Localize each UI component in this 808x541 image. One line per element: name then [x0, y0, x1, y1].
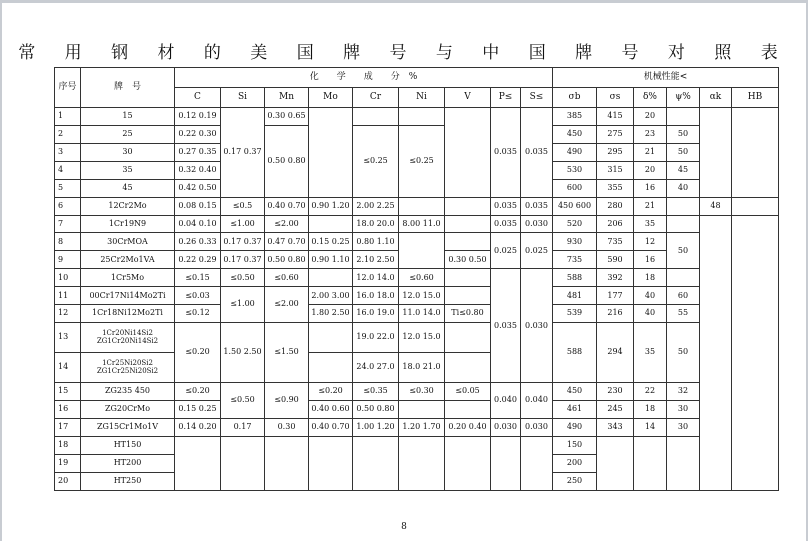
cell-sigma-s: 295	[597, 143, 634, 161]
cell-no: 20	[55, 472, 81, 490]
cell-sigma-b: 385	[553, 107, 597, 125]
cell-grade: 45	[81, 179, 175, 197]
cell-delta: 16	[634, 251, 667, 269]
cell-cr: 16.0 19.0	[353, 305, 399, 323]
cell-mn: ≤1.50	[265, 323, 309, 383]
cell-cr: 2.10 2.50	[353, 251, 399, 269]
cell-sigma-s: 177	[597, 287, 634, 305]
cell-v	[445, 323, 491, 353]
cell-mo	[309, 215, 353, 233]
header-si: Si	[221, 87, 265, 107]
cell-delta: 35	[634, 323, 667, 383]
cell-mn: ≤0.90	[265, 383, 309, 419]
cell-mn: 0.30 0.65	[265, 107, 309, 125]
cell-cr: 24.0 27.0	[353, 353, 399, 383]
cell-cr	[353, 107, 399, 125]
cell-mn: ≤0.60	[265, 269, 309, 287]
cell-sigma-s: 590	[597, 251, 634, 269]
cell-c: 0.26 0.33	[175, 233, 221, 251]
cell-cr	[353, 436, 399, 490]
table-row	[55, 125, 779, 143]
cell-grade: ZG20CrMo	[81, 401, 175, 419]
cell-v	[445, 436, 491, 490]
cell-v: Ti≤0.80	[445, 305, 491, 323]
cell-mn: ≤2.00	[265, 215, 309, 233]
cell-sigma-s: 216	[597, 305, 634, 323]
cell-v	[445, 269, 491, 287]
cell-mo: 0.90 1.10	[309, 251, 353, 269]
cell-psi	[667, 269, 700, 287]
cell-sigma-s: 206	[597, 215, 634, 233]
header-s: S≤	[521, 87, 553, 107]
cell-no: 3	[55, 143, 81, 161]
cell-delta	[634, 436, 667, 490]
cell-c: 0.15 0.25	[175, 401, 221, 419]
cell-delta: 22	[634, 383, 667, 401]
cell-delta: 16	[634, 179, 667, 197]
cell-p: 0.025	[491, 233, 521, 269]
cell-grade: 1Cr19N9	[81, 215, 175, 233]
cell-delta: 40	[634, 287, 667, 305]
cell-sigma-b: 450	[553, 125, 597, 143]
cell-delta: 20	[634, 107, 667, 125]
cell-psi: 50	[667, 233, 700, 269]
cell-psi: 30	[667, 418, 700, 436]
cell-c: 0.04 0.10	[175, 215, 221, 233]
cell-grade: 1Cr20Ni14Si2 ZG1Cr20Ni14Si2	[81, 323, 175, 353]
cell-cr: ≤0.35	[353, 383, 399, 401]
cell-sigma-b: 200	[553, 454, 597, 472]
cell-no: 12	[55, 305, 81, 323]
cell-grade: 12Cr2Mo	[81, 197, 175, 215]
cell-sigma-b: 588	[553, 269, 597, 287]
cell-v	[445, 233, 491, 251]
cell-no: 5	[55, 179, 81, 197]
header-chemical-composition: 化 学 成 分 %	[175, 68, 553, 88]
cell-s: 0.030	[521, 269, 553, 383]
cell-c	[175, 436, 221, 490]
cell-no: 15	[55, 383, 81, 401]
cell-mn: ≤2.00	[265, 287, 309, 323]
cell-s: 0.035	[521, 197, 553, 215]
cell-si: 1.50 2.50	[221, 323, 265, 383]
cell-c: ≤0.20	[175, 323, 221, 383]
table-row	[55, 401, 779, 419]
header-c: C	[175, 87, 221, 107]
cell-s: 0.025	[521, 233, 553, 269]
cell-no: 2	[55, 125, 81, 143]
cell-psi: 45	[667, 161, 700, 179]
cell-hb	[732, 107, 779, 197]
cell-psi	[667, 436, 700, 490]
cell-mn: 0.30	[265, 418, 309, 436]
cell-si: ≤0.50	[221, 383, 265, 419]
cell-ni: 12.0 15.0	[399, 287, 445, 305]
cell-sigma-b: 735	[553, 251, 597, 269]
cell-si: ≤0.5	[221, 197, 265, 215]
cell-cr: 0.80 1.10	[353, 233, 399, 251]
cell-cr: 12.0 14.0	[353, 269, 399, 287]
header-sigma-b: σb	[553, 87, 597, 107]
cell-cr: 0.50 0.80	[353, 401, 399, 419]
page-title: 常 用 钢 材 的 美 国 牌 号 与 中 国 牌 号 对 照 表	[18, 43, 790, 63]
cell-mo: ≤0.20	[309, 383, 353, 401]
cell-c: 0.22 0.29	[175, 251, 221, 269]
cell-sigma-s: 415	[597, 107, 634, 125]
window-top-border	[0, 0, 808, 3]
cell-v: ≤0.05	[445, 383, 491, 401]
cell-sigma-s: 275	[597, 125, 634, 143]
cell-mo: 0.15 0.25	[309, 233, 353, 251]
cell-delta: 21	[634, 197, 667, 215]
cell-sigma-s: 280	[597, 197, 634, 215]
cell-mo	[309, 323, 353, 353]
cell-hb	[732, 215, 779, 491]
window-left-border	[0, 0, 2, 541]
header-delta: δ%	[634, 87, 667, 107]
cell-si: ≤0.50	[221, 269, 265, 287]
cell-no: 7	[55, 215, 81, 233]
cell-mo: 2.00 3.00	[309, 287, 353, 305]
cell-s	[521, 436, 553, 490]
cell-s: 0.035	[521, 107, 553, 197]
cell-psi: 60	[667, 287, 700, 305]
cell-psi: 50	[667, 143, 700, 161]
cell-v	[445, 197, 491, 215]
cell-grade: ZG15Cr1Mo1V	[81, 418, 175, 436]
cell-c: 0.14 0.20	[175, 418, 221, 436]
cell-ni: 11.0 14.0	[399, 305, 445, 323]
cell-sigma-b: 520	[553, 215, 597, 233]
cell-psi: 50	[667, 323, 700, 383]
header-hb: HB	[732, 87, 779, 107]
cell-grade: ZG235 450	[81, 383, 175, 401]
cell-v: 0.30 0.50	[445, 251, 491, 269]
cell-no: 16	[55, 401, 81, 419]
cell-c: ≤0.20	[175, 383, 221, 401]
cell-sigma-b: 490	[553, 418, 597, 436]
cell-p: 0.035	[491, 107, 521, 197]
cell-si: 0.17 0.37	[221, 233, 265, 251]
cell-mn: 0.40 0.70	[265, 197, 309, 215]
cell-v	[445, 401, 491, 419]
cell-alpha-k	[700, 215, 732, 491]
cell-s: 0.040	[521, 383, 553, 419]
table-row	[55, 197, 779, 215]
cell-alpha-k	[700, 107, 732, 197]
cell-ni: 12.0 15.0	[399, 323, 445, 353]
cell-c: 0.27 0.35	[175, 143, 221, 161]
header-no: 序号	[55, 68, 81, 108]
cell-psi	[667, 215, 700, 233]
cell-delta: 20	[634, 161, 667, 179]
cell-mn: 0.50 0.80	[265, 125, 309, 197]
cell-c: ≤0.03	[175, 287, 221, 305]
cell-ni	[399, 233, 445, 269]
cell-psi: 55	[667, 305, 700, 323]
cell-grade: 00Cr17Ni14Mo2Ti	[81, 287, 175, 305]
cell-mn: 0.47 0.70	[265, 233, 309, 251]
cell-delta: 14	[634, 418, 667, 436]
cell-psi: 30	[667, 401, 700, 419]
table-row	[55, 436, 779, 454]
header-alpha-k: αk	[700, 87, 732, 107]
cell-no: 13	[55, 323, 81, 353]
cell-ni: 18.0 21.0	[399, 353, 445, 383]
cell-grade: 15	[81, 107, 175, 125]
cell-mo	[309, 269, 353, 287]
cell-c: ≤0.12	[175, 305, 221, 323]
cell-mo	[309, 353, 353, 383]
cell-sigma-b: 530	[553, 161, 597, 179]
cell-c: 0.08 0.15	[175, 197, 221, 215]
header-p: P≤	[491, 87, 521, 107]
cell-grade: HT200	[81, 454, 175, 472]
cell-sigma-s: 735	[597, 233, 634, 251]
cell-sigma-b: 588	[553, 323, 597, 383]
cell-ni: 1.20 1.70	[399, 418, 445, 436]
cell-v	[445, 107, 491, 197]
cell-grade: 25Cr2Mo1VA	[81, 251, 175, 269]
cell-sigma-b: 481	[553, 287, 597, 305]
cell-mn: 0.50 0.80	[265, 251, 309, 269]
cell-grade: 25	[81, 125, 175, 143]
cell-grade: HT150	[81, 436, 175, 454]
cell-psi: 40	[667, 179, 700, 197]
cell-sigma-b: 539	[553, 305, 597, 323]
header-mn: Mn	[265, 87, 309, 107]
cell-ni: ≤0.25	[399, 125, 445, 197]
cell-mo: 0.40 0.60	[309, 401, 353, 419]
cell-grade: 1Cr18Ni12Mo2Ti	[81, 305, 175, 323]
cell-grade: 1Cr5Mo	[81, 269, 175, 287]
cell-grade: 1Cr25Ni20Si2 ZG1Cr25Ni20Si2	[81, 353, 175, 383]
cell-grade: 30	[81, 143, 175, 161]
cell-sigma-s: 355	[597, 179, 634, 197]
cell-sigma-b: 600	[553, 179, 597, 197]
cell-grade: 30CrMOA	[81, 233, 175, 251]
cell-no: 4	[55, 161, 81, 179]
cell-c: 0.22 0.30	[175, 125, 221, 143]
cell-ni	[399, 436, 445, 490]
cell-cr: 1.00 1.20	[353, 418, 399, 436]
cell-p: 0.035	[491, 197, 521, 215]
table-row	[55, 383, 779, 401]
cell-sigma-b: 930	[553, 233, 597, 251]
cell-no: 6	[55, 197, 81, 215]
cell-no: 10	[55, 269, 81, 287]
cell-delta: 12	[634, 233, 667, 251]
cell-p: 0.035	[491, 269, 521, 383]
cell-sigma-s: 343	[597, 418, 634, 436]
header-cr: Cr	[353, 87, 399, 107]
cell-c: ≤0.15	[175, 269, 221, 287]
cell-ni	[399, 107, 445, 125]
cell-mo	[309, 436, 353, 490]
cell-cr: 19.0 22.0	[353, 323, 399, 353]
table-row	[55, 107, 779, 125]
cell-si: ≤1.00	[221, 287, 265, 323]
header-sigma-s: σs	[597, 87, 634, 107]
cell-no: 18	[55, 436, 81, 454]
cell-ni: ≤0.30	[399, 383, 445, 401]
cell-cr: ≤0.25	[353, 125, 399, 197]
cell-sigma-b: 490	[553, 143, 597, 161]
cell-delta: 23	[634, 125, 667, 143]
cell-cr: 16.0 18.0	[353, 287, 399, 305]
steel-comparison-table	[54, 67, 779, 491]
cell-s: 0.030	[521, 215, 553, 233]
cell-si: 0.17 0.37	[221, 251, 265, 269]
cell-v	[445, 215, 491, 233]
cell-p: 0.040	[491, 383, 521, 419]
cell-psi	[667, 197, 700, 215]
cell-hb	[732, 197, 779, 215]
cell-v: 0.20 0.40	[445, 418, 491, 436]
table-row	[55, 215, 779, 233]
cell-s: 0.030	[521, 418, 553, 436]
cell-p	[491, 436, 521, 490]
cell-si: 0.17	[221, 418, 265, 436]
table-row	[55, 305, 779, 323]
table-row	[55, 418, 779, 436]
cell-ni	[399, 401, 445, 419]
cell-delta: 18	[634, 269, 667, 287]
cell-no: 11	[55, 287, 81, 305]
cell-no: 1	[55, 107, 81, 125]
header-ni: Ni	[399, 87, 445, 107]
cell-sigma-s: 245	[597, 401, 634, 419]
cell-ni: ≤0.60	[399, 269, 445, 287]
cell-sigma-s: 294	[597, 323, 634, 383]
cell-psi: 32	[667, 383, 700, 401]
cell-si: ≤1.00	[221, 215, 265, 233]
cell-cr: 18.0 20.0	[353, 215, 399, 233]
cell-v	[445, 353, 491, 383]
cell-delta: 35	[634, 215, 667, 233]
cell-sigma-b: 250	[553, 472, 597, 490]
cell-p: 0.030	[491, 418, 521, 436]
cell-no: 8	[55, 233, 81, 251]
cell-no: 17	[55, 418, 81, 436]
cell-delta: 40	[634, 305, 667, 323]
cell-sigma-b: 150	[553, 436, 597, 454]
header-mo: Mo	[309, 87, 353, 107]
cell-alpha-k: 48	[700, 197, 732, 215]
cell-grade: 35	[81, 161, 175, 179]
cell-sigma-b: 450 600	[553, 197, 597, 215]
page-number: 8	[401, 522, 407, 532]
cell-c: 0.12 0.19	[175, 107, 221, 125]
cell-mn	[265, 436, 309, 490]
cell-mo: 0.40 0.70	[309, 418, 353, 436]
table-row	[55, 269, 779, 287]
cell-mo	[309, 107, 353, 197]
cell-p: 0.035	[491, 215, 521, 233]
cell-psi: 50	[667, 125, 700, 143]
cell-sigma-b: 450	[553, 383, 597, 401]
cell-delta: 18	[634, 401, 667, 419]
cell-psi	[667, 107, 700, 125]
cell-mo: 0.90 1.20	[309, 197, 353, 215]
cell-cr: 2.00 2.25	[353, 197, 399, 215]
header-row-1	[55, 68, 779, 88]
cell-sigma-s: 392	[597, 269, 634, 287]
header-v: V	[445, 87, 491, 107]
cell-sigma-s	[597, 436, 634, 490]
cell-v	[445, 287, 491, 305]
cell-ni: 8.00 11.0	[399, 215, 445, 233]
cell-si: 0.17 0.37	[221, 107, 265, 197]
cell-sigma-s: 315	[597, 161, 634, 179]
table-row	[55, 287, 779, 305]
cell-no: 9	[55, 251, 81, 269]
cell-no: 19	[55, 454, 81, 472]
cell-si	[221, 436, 265, 490]
table-row	[55, 233, 779, 251]
header-psi: ψ%	[667, 87, 700, 107]
cell-sigma-s: 230	[597, 383, 634, 401]
cell-delta: 21	[634, 143, 667, 161]
header-mechanical-properties: 机械性能<	[553, 68, 779, 88]
header-grade: 牌 号	[81, 68, 175, 108]
cell-mo: 1.80 2.50	[309, 305, 353, 323]
cell-c: 0.32 0.40	[175, 161, 221, 179]
cell-c: 0.42 0.50	[175, 179, 221, 197]
cell-no: 14	[55, 353, 81, 383]
cell-sigma-b: 461	[553, 401, 597, 419]
table-row	[55, 323, 779, 353]
cell-ni	[399, 197, 445, 215]
cell-grade: HT250	[81, 472, 175, 490]
